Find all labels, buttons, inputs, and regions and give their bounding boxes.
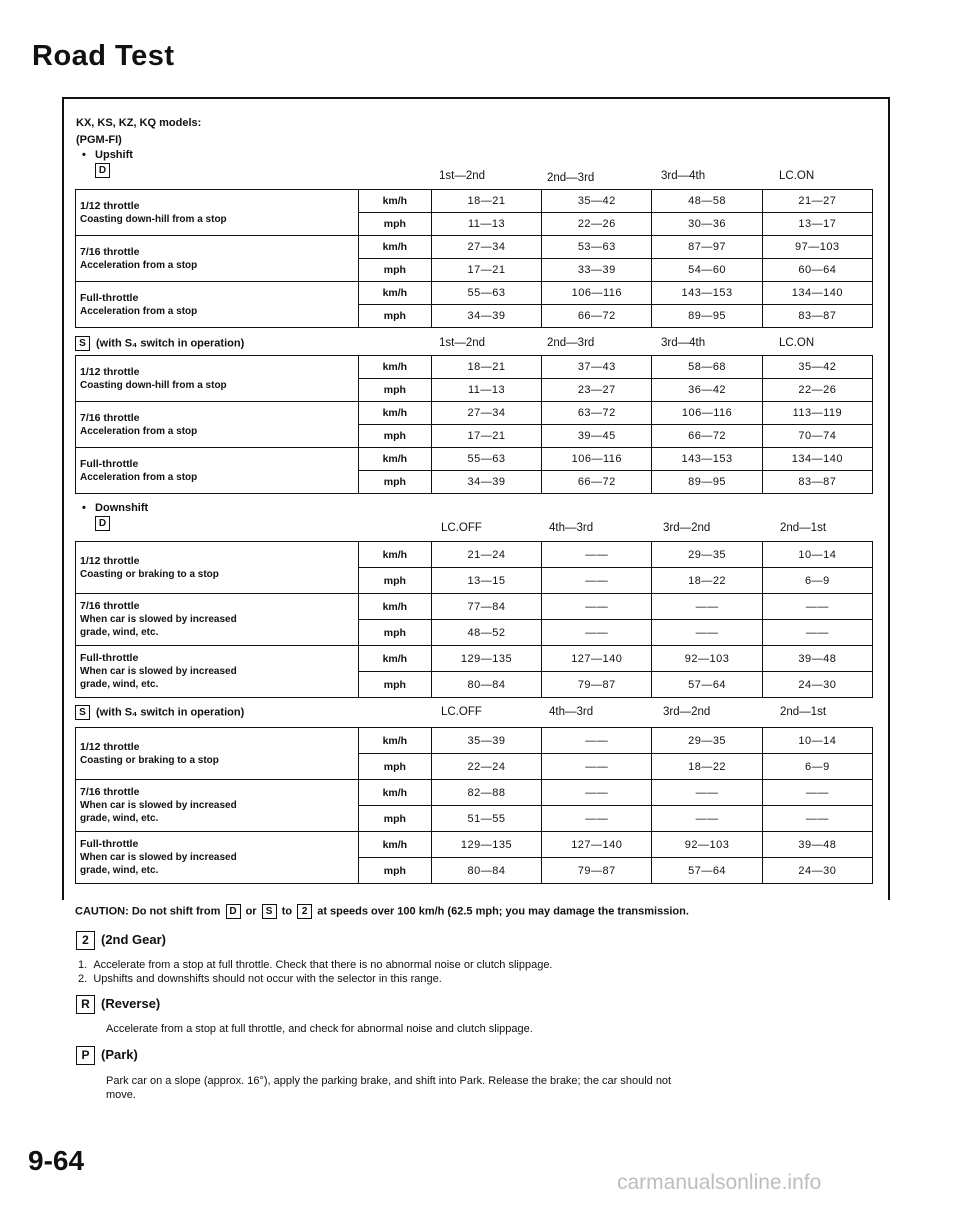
unit-cell: mph (358, 858, 431, 884)
models-label: KX, KS, KZ, KQ models: (76, 117, 202, 129)
speed-value: —— (762, 620, 872, 646)
upshift-s-table (75, 355, 873, 494)
speed-value: 92—103 (652, 646, 762, 672)
condition-cell (76, 236, 359, 282)
s4-switch-note: (with S₄ switch in operation) (96, 706, 245, 719)
condition-desc: When car is slowed by increased (80, 666, 237, 677)
table-row (76, 832, 873, 858)
pgm-label: (PGM-FI) (76, 134, 122, 146)
second-gear-title: (2nd Gear) (101, 931, 167, 947)
speed-value: 134—140 (762, 282, 872, 305)
speed-value: 39—45 (542, 425, 652, 448)
watermark: carmanualsonline.info (617, 1171, 822, 1194)
unit-cell: mph (358, 471, 431, 494)
speed-value: 89—95 (652, 305, 762, 328)
caution-prefix: CAUTION: Do not shift from (75, 905, 221, 918)
downshift-s-header (75, 705, 244, 720)
table-row (76, 356, 873, 379)
speed-value: 55—63 (431, 282, 541, 305)
condition-cell (76, 190, 359, 236)
unit-cell: mph (358, 213, 431, 236)
speed-value: 127—140 (542, 832, 652, 858)
speed-value: —— (542, 620, 652, 646)
speed-value: 143—153 (652, 448, 762, 471)
speed-value: 83—87 (762, 471, 872, 494)
condition-desc: Acceleration from a stop (80, 425, 198, 437)
speed-value: 11—13 (431, 213, 541, 236)
speed-value: 22—26 (762, 379, 872, 402)
speed-value: 57—64 (652, 672, 762, 698)
condition-desc: Coasting or braking to a stop (80, 754, 219, 766)
condition-cell (76, 832, 359, 884)
speed-value: 134—140 (762, 448, 872, 471)
speed-value: 17—21 (431, 259, 541, 282)
speed-value: 51—55 (431, 806, 541, 832)
table-row (76, 402, 873, 425)
speed-value: 58—68 (652, 356, 762, 379)
reverse-text: Accelerate from a stop at full throttle, and check for abnormal noise and clutch slippage. (106, 1023, 533, 1035)
unit-cell: mph (358, 754, 431, 780)
speed-value: 97—103 (762, 236, 872, 259)
unit-cell: mph (358, 620, 431, 646)
speed-value: 106—116 (542, 282, 652, 305)
unit-cell: km/h (358, 282, 431, 305)
caution-note (75, 904, 689, 919)
unit-cell: mph (358, 379, 431, 402)
page-number: 9-64 (28, 1145, 85, 1176)
caution-suffix: at speeds over 100 km/h (62.5 mph; you may damage the transmission. (317, 905, 689, 918)
condition-title: 1/12 throttle (80, 199, 140, 212)
speed-value: —— (652, 780, 762, 806)
condition-desc: When car is slowed by increased (80, 852, 237, 863)
upshift-s-header (75, 336, 244, 351)
unit-cell: km/h (358, 832, 431, 858)
condition-desc: Acceleration from a stop (80, 305, 198, 317)
d-range-icon: D (95, 163, 110, 178)
speed-value: 34—39 (431, 471, 541, 494)
speed-value: 63—72 (542, 402, 652, 425)
unit-cell: km/h (358, 190, 431, 213)
speed-value: 6—9 (762, 568, 872, 594)
park-text-line-2: move. (106, 1089, 136, 1101)
upshift-s-col-4: LC.ON (779, 337, 815, 349)
upshift-d-col-2: 2nd—3rd (547, 172, 595, 184)
upshift-heading (82, 149, 133, 161)
bullet-icon: • (82, 502, 96, 514)
second-gear-item-2 (78, 972, 442, 986)
downshift-s-col-3: 3rd—2nd (663, 706, 711, 718)
park-range-icon: P (76, 1046, 95, 1065)
table-row (76, 282, 873, 305)
second-gear-item-1 (78, 958, 553, 972)
speed-value: —— (762, 780, 872, 806)
unit-cell: mph (358, 806, 431, 832)
reverse-range-icon: R (76, 995, 95, 1014)
speed-value: 35—39 (431, 728, 541, 754)
item-number: 2. (78, 973, 88, 985)
table-row (76, 448, 873, 471)
condition-title: 7/16 throttle (80, 411, 140, 424)
condition-desc-2: grade, wind, etc. (80, 627, 159, 638)
upshift-d-header (95, 163, 116, 178)
speed-value: 80—84 (431, 858, 541, 884)
condition-title: 7/16 throttle (80, 245, 140, 258)
condition-title: 7/16 throttle (80, 786, 140, 798)
condition-cell (76, 728, 359, 780)
condition-cell (76, 780, 359, 832)
speed-value: 18—21 (431, 356, 541, 379)
speed-value: 60—64 (762, 259, 872, 282)
speed-value: —— (542, 594, 652, 620)
condition-cell (76, 282, 359, 328)
unit-cell: km/h (358, 594, 431, 620)
speed-value: 18—22 (652, 754, 762, 780)
speed-value: 70—74 (762, 425, 872, 448)
upshift-d-col-1: 1st—2nd (439, 170, 486, 182)
downshift-d-table (75, 541, 873, 698)
item-number: 1. (78, 959, 88, 971)
unit-cell: km/h (358, 448, 431, 471)
speed-value: 83—87 (762, 305, 872, 328)
condition-desc: Coasting or braking to a stop (80, 568, 219, 580)
s-range-icon: S (262, 904, 277, 919)
speed-value: 6—9 (762, 754, 872, 780)
unit-cell: mph (358, 425, 431, 448)
table-row (76, 594, 873, 620)
unit-cell: km/h (358, 402, 431, 425)
speed-value: —— (542, 780, 652, 806)
upshift-d-col-4: LC.ON (779, 170, 815, 182)
speed-value: 80—84 (431, 672, 541, 698)
item-text: Accelerate from a stop at full throttle. Check that there is no abnormal noise or clutch slippage. (93, 959, 553, 971)
speed-value: —— (542, 728, 652, 754)
condition-desc: Coasting down-hill from a stop (80, 213, 227, 225)
speed-value: 30—36 (652, 213, 762, 236)
unit-cell: km/h (358, 646, 431, 672)
speed-value: 82—88 (431, 780, 541, 806)
speed-value: 66—72 (542, 471, 652, 494)
unit-cell: km/h (358, 542, 431, 568)
upshift-d-table (75, 189, 873, 328)
speed-value: 106—116 (542, 448, 652, 471)
speed-value: 66—72 (652, 425, 762, 448)
speed-value: 66—72 (542, 305, 652, 328)
unit-cell: mph (358, 259, 431, 282)
speed-value: 54—60 (652, 259, 762, 282)
speed-value: 35—42 (542, 190, 652, 213)
speed-value: 127—140 (542, 646, 652, 672)
reverse-heading (76, 995, 160, 1014)
speed-value: 18—22 (652, 568, 762, 594)
speed-value: 27—34 (431, 236, 541, 259)
downshift-d-col-4: 2nd—1st (780, 522, 827, 534)
speed-value: 33—39 (542, 259, 652, 282)
unit-cell: km/h (358, 728, 431, 754)
d-range-icon: D (226, 904, 241, 919)
park-text-line-1: Park car on a slope (approx. 16°), apply the parking brake, and shift into Park. Release the brake; the car should not (106, 1075, 672, 1087)
speed-value: —— (652, 806, 762, 832)
upshift-label: Upshift (95, 149, 133, 161)
speed-value: 37—43 (542, 356, 652, 379)
speed-value: 18—21 (431, 190, 541, 213)
speed-value: 23—27 (542, 379, 652, 402)
speed-value: 129—135 (431, 832, 541, 858)
speed-value: 13—17 (762, 213, 872, 236)
speed-value: 35—42 (762, 356, 872, 379)
speed-value: 24—30 (762, 858, 872, 884)
park-title: (Park) (101, 1046, 138, 1062)
unit-cell: mph (358, 568, 431, 594)
downshift-d-col-2: 4th—3rd (549, 522, 594, 534)
speed-value: 22—24 (431, 754, 541, 780)
speed-value: 79—87 (542, 858, 652, 884)
downshift-s-col-2: 4th—3rd (549, 706, 594, 718)
condition-cell (76, 356, 359, 402)
speed-value: 34—39 (431, 305, 541, 328)
unit-cell: km/h (358, 356, 431, 379)
second-range-icon: 2 (76, 931, 95, 950)
speed-value: 22—26 (542, 213, 652, 236)
caution-or: or (245, 905, 257, 918)
speed-value: 106—116 (652, 402, 762, 425)
upshift-s-col-3: 3rd—4th (661, 337, 706, 349)
speed-value: 24—30 (762, 672, 872, 698)
speed-value: 10—14 (762, 542, 872, 568)
condition-desc-2: grade, wind, etc. (80, 679, 159, 690)
downshift-label: Downshift (95, 502, 149, 514)
condition-title: Full-throttle (80, 291, 139, 304)
speed-value: 92—103 (652, 832, 762, 858)
condition-desc: Acceleration from a stop (80, 259, 198, 271)
table-row (76, 190, 873, 213)
condition-cell (76, 402, 359, 448)
condition-cell (76, 542, 359, 594)
speed-value: 10—14 (762, 728, 872, 754)
speed-value: 113—119 (762, 402, 872, 425)
speed-value: 77—84 (431, 594, 541, 620)
speed-value: 79—87 (542, 672, 652, 698)
speed-value: 48—58 (652, 190, 762, 213)
condition-desc-2: grade, wind, etc. (80, 865, 159, 876)
condition-desc-2: grade, wind, etc. (80, 813, 159, 824)
s-range-icon: S (75, 336, 90, 351)
speed-value: 11—13 (431, 379, 541, 402)
speed-value: 39—48 (762, 832, 872, 858)
condition-title: Full-throttle (80, 652, 139, 664)
speed-value: 143—153 (652, 282, 762, 305)
speed-value: 39—48 (762, 646, 872, 672)
downshift-d-col-1: LC.OFF (441, 522, 482, 534)
speed-value: 13—15 (431, 568, 541, 594)
unit-cell: mph (358, 305, 431, 328)
upshift-s-col-2: 2nd—3rd (547, 337, 595, 349)
speed-value: 21—27 (762, 190, 872, 213)
second-range-icon: 2 (297, 904, 312, 919)
speed-value: 29—35 (652, 728, 762, 754)
downshift-s-col-4: 2nd—1st (780, 706, 827, 718)
speed-value: —— (652, 620, 762, 646)
bullet-icon: • (82, 149, 96, 161)
downshift-d-col-3: 3rd—2nd (663, 522, 711, 534)
speed-value: 87—97 (652, 236, 762, 259)
table-row (76, 728, 873, 754)
speed-value: 57—64 (652, 858, 762, 884)
s4-switch-note: (with S₄ switch in operation) (96, 337, 245, 350)
downshift-heading (82, 502, 148, 514)
d-range-icon: D (95, 516, 110, 531)
speed-value: 21—24 (431, 542, 541, 568)
page-title: Road Test (32, 40, 175, 72)
speed-value: 27—34 (431, 402, 541, 425)
condition-desc: Coasting down-hill from a stop (80, 379, 227, 391)
table-row (76, 646, 873, 672)
condition-desc: When car is slowed by increased (80, 800, 237, 811)
speed-value: 36—42 (652, 379, 762, 402)
speed-value: —— (542, 806, 652, 832)
speed-value: 55—63 (431, 448, 541, 471)
condition-desc: Acceleration from a stop (80, 471, 198, 483)
speed-value: —— (542, 568, 652, 594)
condition-title: Full-throttle (80, 457, 139, 470)
downshift-s-col-1: LC.OFF (441, 706, 482, 718)
unit-cell: mph (358, 672, 431, 698)
condition-cell (76, 594, 359, 646)
downshift-s-table (75, 727, 873, 884)
unit-cell: km/h (358, 236, 431, 259)
condition-title: Full-throttle (80, 838, 139, 850)
condition-title: 7/16 throttle (80, 600, 140, 612)
speed-value: —— (652, 594, 762, 620)
speed-value: —— (542, 542, 652, 568)
condition-title: 1/12 throttle (80, 365, 140, 378)
s-range-icon: S (75, 705, 90, 720)
upshift-s-col-1: 1st—2nd (439, 337, 486, 349)
speed-value: 53—63 (542, 236, 652, 259)
speed-value: 129—135 (431, 646, 541, 672)
condition-cell (76, 646, 359, 698)
speed-value: 89—95 (652, 471, 762, 494)
table-row (76, 542, 873, 568)
speed-value: 48—52 (431, 620, 541, 646)
upshift-d-col-3: 3rd—4th (661, 170, 706, 182)
speed-value: —— (762, 594, 872, 620)
reverse-title: (Reverse) (101, 995, 161, 1011)
item-text: Upshifts and downshifts should not occur with the selector in this range. (93, 973, 442, 985)
condition-desc: When car is slowed by increased (80, 614, 237, 625)
unit-cell: km/h (358, 780, 431, 806)
table-row (76, 236, 873, 259)
park-heading (76, 1046, 138, 1065)
speed-value: —— (762, 806, 872, 832)
condition-title: 1/12 throttle (80, 740, 140, 753)
speed-value: —— (542, 754, 652, 780)
condition-title: 1/12 throttle (80, 554, 140, 567)
table-row (76, 780, 873, 806)
second-gear-heading (76, 931, 166, 950)
condition-cell (76, 448, 359, 494)
caution-to: to (281, 905, 293, 918)
speed-value: 17—21 (431, 425, 541, 448)
speed-value: 29—35 (652, 542, 762, 568)
downshift-d-header (95, 516, 116, 531)
